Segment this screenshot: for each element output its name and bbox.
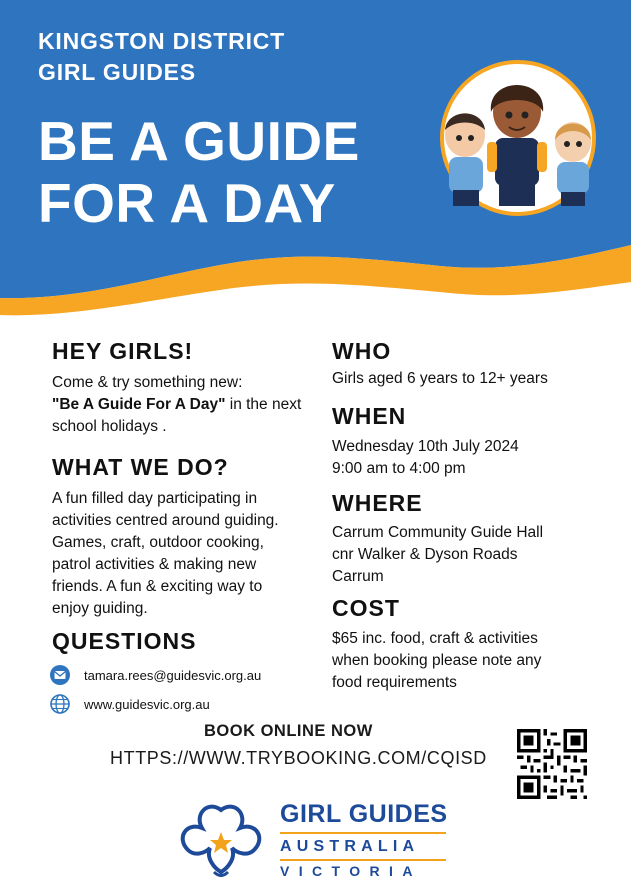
organisation-name bbox=[38, 26, 285, 88]
cost-text bbox=[332, 628, 602, 694]
logo-line-2: AUSTRALIA bbox=[280, 838, 420, 855]
hey-girls-heading: HEY GIRLS! bbox=[52, 338, 194, 364]
cost-line-3: food requirements bbox=[332, 674, 457, 691]
where-line-3: Carrum bbox=[332, 568, 384, 585]
where-line-2: cnr Walker & Dyson Roads bbox=[332, 546, 518, 563]
what-we-do-text: A fun filled day participating in activities centred around guiding. Games, craft, outdoor cooking, patrol activities & making new friends. A fun & exciting way to enjoy guiding. bbox=[52, 490, 279, 617]
when-heading: WHEN bbox=[332, 403, 407, 429]
website-link[interactable]: www.guidesvic.org.au bbox=[84, 696, 210, 712]
who-text: Girls aged 6 years to 12+ years bbox=[332, 370, 548, 387]
qr-code-icon[interactable] bbox=[517, 729, 587, 799]
hey-text-intro: Come & try something new: bbox=[52, 374, 243, 391]
hey-text-bold: "Be A Guide For A Day" bbox=[52, 396, 226, 413]
book-online-label: BOOK ONLINE NOW bbox=[204, 722, 373, 740]
email-address[interactable]: tamara.rees@guidesvic.org.au bbox=[84, 667, 262, 683]
globe-icon bbox=[50, 694, 70, 714]
cost-heading: COST bbox=[332, 595, 400, 621]
questions-heading: QUESTIONS bbox=[52, 628, 197, 654]
hey-girls-text bbox=[52, 372, 322, 438]
where-text bbox=[332, 522, 602, 588]
where-line-1: Carrum Community Guide Hall bbox=[332, 524, 544, 541]
cost-line-2: when booking please note any bbox=[332, 652, 542, 669]
headline bbox=[38, 110, 360, 234]
email-icon bbox=[50, 665, 70, 685]
hey-text-after: in the next school holidays . bbox=[52, 396, 302, 435]
who-heading: WHO bbox=[332, 338, 392, 364]
logo-line-3: VICTORIA bbox=[280, 863, 422, 879]
headline-line-2: FOR A DAY bbox=[38, 172, 336, 234]
website-contact bbox=[50, 694, 210, 714]
cost-line-1: $65 inc. food, craft & activities bbox=[332, 630, 538, 647]
org-line-2: GIRL GUIDES bbox=[38, 59, 196, 85]
girl-guides-logo bbox=[180, 800, 480, 884]
when-date: Wednesday 10th July 2024 bbox=[332, 438, 519, 455]
headline-line-1: BE A GUIDE bbox=[38, 110, 360, 172]
when-time: 9:00 am to 4:00 pm bbox=[332, 460, 466, 477]
booking-url[interactable]: HTTPS://WWW.TRYBOOKING.COM/CQISD bbox=[110, 748, 487, 768]
email-contact bbox=[50, 665, 261, 685]
logo-rule-top bbox=[280, 832, 446, 834]
logo-rule-bottom bbox=[280, 859, 446, 861]
guides-mascot-illustration bbox=[425, 60, 611, 216]
what-we-do-heading: WHAT WE DO? bbox=[52, 454, 229, 480]
logo-line-1: GIRL GUIDES bbox=[280, 800, 448, 828]
trefoil-logo-icon bbox=[180, 802, 262, 880]
when-text bbox=[332, 436, 592, 480]
where-heading: WHERE bbox=[332, 490, 423, 516]
org-line-1: KINGSTON DISTRICT bbox=[38, 28, 286, 54]
